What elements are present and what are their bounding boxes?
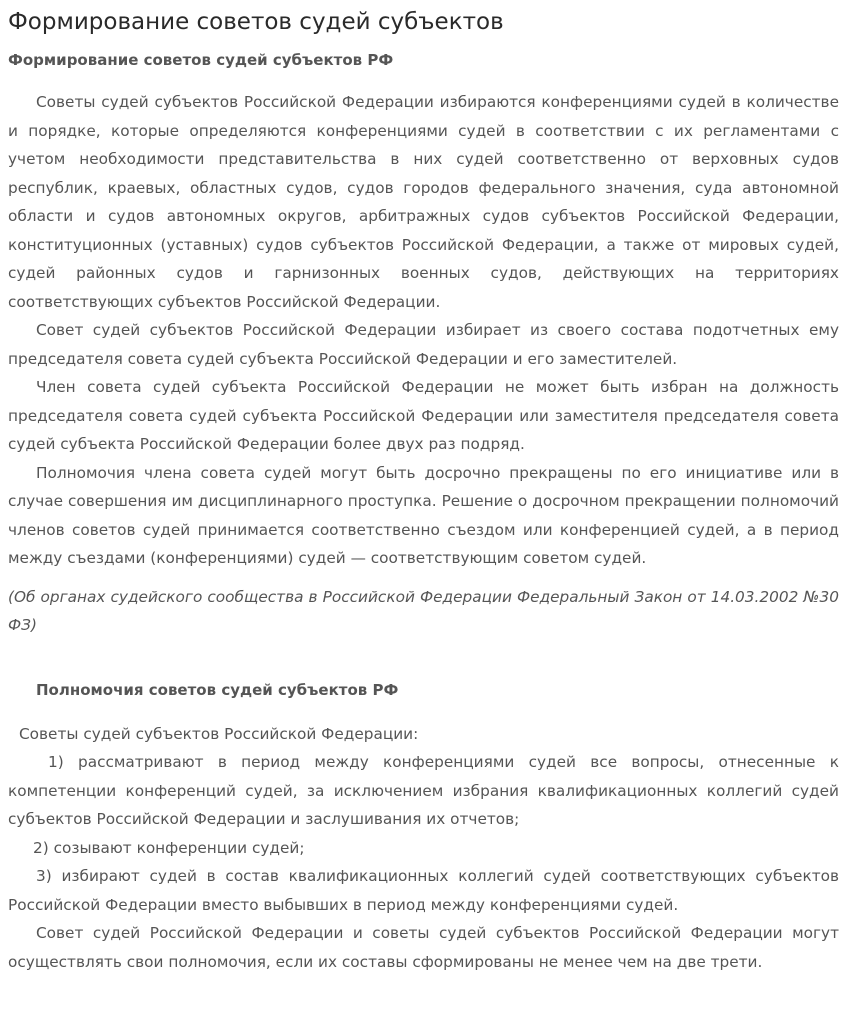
law-citation: (Об органах судейского сообщества в Российской Федерации Федеральный Закон от 14.03.2002 №30 ФЗ) [8,587,839,634]
paragraph-chairman-election: Совет судей субъектов Российской Федерации избирает из своего состава подотчетных ему председателя совета судей субъекта Российской Федерации и его заместителей. [8,321,839,368]
page-title: Формирование советов судей субъектов [8,9,504,35]
section-heading-powers: Полномочия советов судей субъектов РФ [36,680,399,699]
powers-item: 2) созывают конференции судей; [33,838,305,857]
paragraph-early-termination: Полномочия члена совета судей могут быть досрочно прекращены по его инициативе или в случае совершения им дисциплинарного проступка. Решение о досрочном прекращении полномочий членов советов судей принимается соответственно съездом или конференцией судей, а в период между съездами (конференциями) судей — соответствующим советом судей. [8,463,839,567]
section-heading-formation: Формирование советов судей субъектов РФ [8,51,394,69]
paragraph-quorum: Совет судей Российской Федерации и советы судей субъектов Российской Федерации могут осуществлять свои полномочия, если их составы сформированы не менее чем на две трети. [8,924,839,971]
paragraph-term-limit: Член совета судей субъекта Российской Федерации не может быть избран на должность председателя совета судей субъекта Российской Федерации или заместителя председателя совета судей субъекта Российской Федерации более двух раз подряд. [8,378,839,453]
paragraph-formation: Советы судей субъектов Российской Федерации избираются конференциями судей в количестве и порядке, которые определяются конференциями судей в соответствии с их регламентами с учетом необходимости представительства в них судей соответственно от верховных судов республик, краевых, областных судов, судов городов федерального значения, суда автономной области и судов автономных округов, арбитражных судов субъектов Российской Федерации, конституционных (уставных) судов субъектов Российской Федерации, а также от мировых судей, судей районных судов и гарнизонных военных судов, действующих на территориях соответствующих субъектов Российской Федерации. [8,93,839,311]
powers-item: 3) избирают судей в состав квалификационных коллегий судей соответствующих субъектов Российской Федерации вместо выбывших в период между конференциями судей. [8,867,839,914]
powers-intro: Советы судей субъектов Российской Федерации: [19,724,419,743]
powers-item: 1) рассматривают в период между конференциями судей все вопросы, отнесенные к компетенции конференций судей, за исключением избрания квалификационных коллегий судей субъектов Российской Федерации и заслушивания их отчетов; [8,753,839,828]
